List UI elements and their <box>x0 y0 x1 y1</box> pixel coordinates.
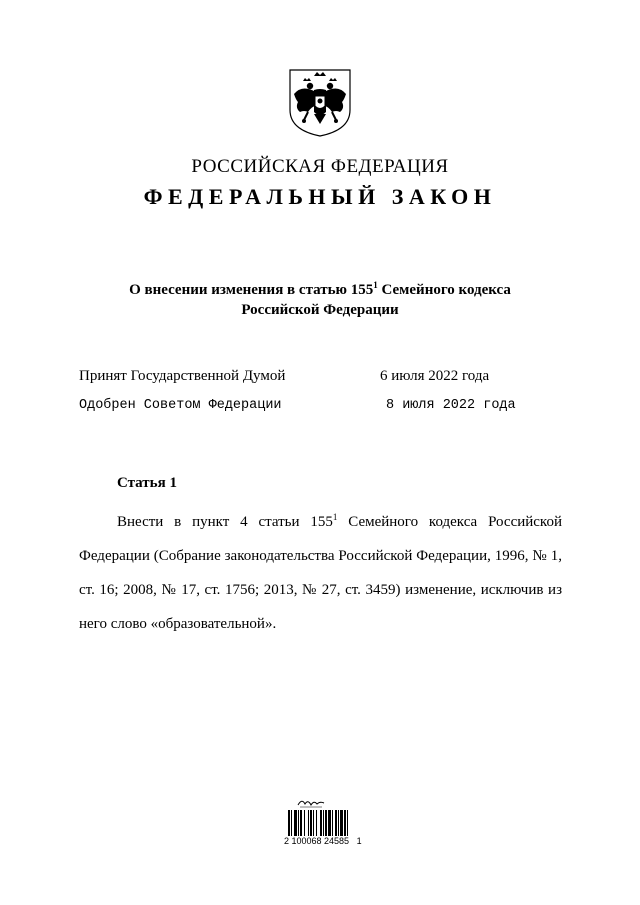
article-text-start: Внести в пункт 4 статьи 155 <box>117 514 333 530</box>
russian-coat-of-arms-icon <box>284 66 356 138</box>
article-text-rest: Семейного кодекса Российской Федерации (Собрание законодательства Российской Федерации, 1996, № 1, ст. 16; 2008, № 17, ст. 1756; 2013, № 27, ст. 3459) изменение, исключив из него слово «образовательной». <box>79 514 562 632</box>
duma-adoption-date: 6 июля 2022 года <box>380 368 490 384</box>
council-approval-date: 8 июля 2022 года <box>386 398 516 413</box>
handwritten-mark-icon <box>296 796 326 808</box>
law-title <box>60 280 580 320</box>
country-name: РОССИЙСКАЯ ФЕДЕРАЦИЯ <box>191 156 449 177</box>
council-approval-label: Одобрен Советом Федерации <box>79 398 282 413</box>
law-title-line2: Российской Федерации <box>241 302 399 318</box>
article-text-superscript: 1 <box>332 512 338 522</box>
registration-stamp <box>284 796 374 856</box>
law-title-line1-end: Семейного кодекса <box>377 282 511 298</box>
duma-adoption-label: Принят Государственной Думой <box>79 368 286 384</box>
article-heading: Статья 1 <box>117 475 177 491</box>
barcode-icon <box>288 810 364 836</box>
law-title-superscript: 1 <box>373 280 378 290</box>
barcode-number: 2 100068 24585 1 <box>284 836 362 846</box>
article-body <box>79 505 562 641</box>
document-type: ФЕДЕРАЛЬНЫЙ ЗАКОН <box>143 184 497 209</box>
law-title-line1-start: О внесении изменения в статью 155 <box>129 282 374 298</box>
